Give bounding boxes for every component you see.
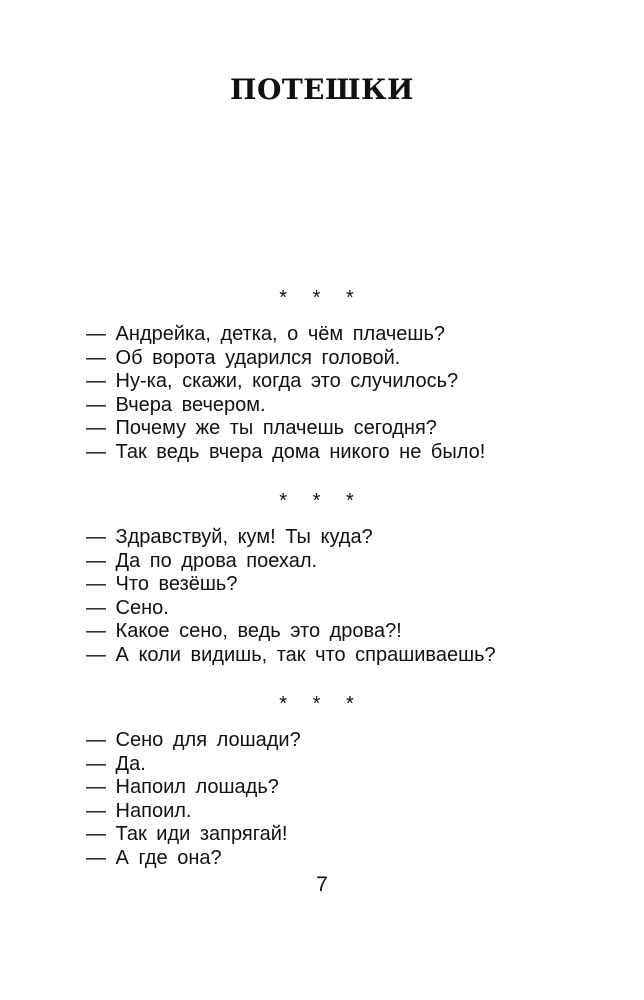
stanza-separator: * * * — [279, 693, 364, 715]
dialogue-line: — Так ведь вчера дома никого не было! — [86, 440, 486, 463]
page-number: 7 — [316, 873, 328, 896]
dialogue-line: — Ну-ка, скажи, когда это случилось? — [86, 370, 459, 392]
dialogue-line: — Здравствуй, кум! Ты куда? — [86, 526, 373, 548]
dialogue-line: — Напоил. — [86, 799, 192, 822]
dialogue-line: — Вчера вечером. — [86, 393, 266, 416]
dialogue-line: — Так иди запрягай! — [86, 823, 288, 845]
dialogue-line: — Почему же ты плачешь сегодня? — [86, 417, 437, 439]
dialogue-line: — А где она? — [86, 846, 222, 869]
stanza-lines — [86, 729, 566, 870]
stanza-lines — [86, 323, 566, 464]
stanza-lines — [86, 526, 566, 667]
dialogue-line: — Какое сено, ведь это дрова?! — [86, 620, 402, 642]
dialogue-line: — Что везёшь? — [86, 573, 238, 595]
dialogue-line: — Да по дрова поехал. — [86, 549, 318, 572]
dialogue-line: — Напоил лошадь? — [86, 776, 279, 798]
page-title: ПОТЕШКИ — [230, 73, 414, 106]
dialogue-line: — Да. — [86, 752, 146, 775]
dialogue-line: — Андрейка, детка, о чём плачешь? — [86, 323, 446, 345]
stanza-3 — [86, 693, 566, 870]
dialogue-line: — Об ворота ударился головой. — [86, 346, 401, 369]
stanza-separator: * * * — [279, 490, 364, 512]
dialogue-line: — Сено для лошади? — [86, 729, 301, 751]
dialogue-line: — Сено. — [86, 596, 169, 619]
stanza-separator: * * * — [279, 287, 364, 309]
stanza-1 — [86, 287, 566, 464]
dialogue-line: — А коли видишь, так что спрашиваешь? — [86, 643, 496, 666]
stanza-2 — [86, 490, 566, 667]
